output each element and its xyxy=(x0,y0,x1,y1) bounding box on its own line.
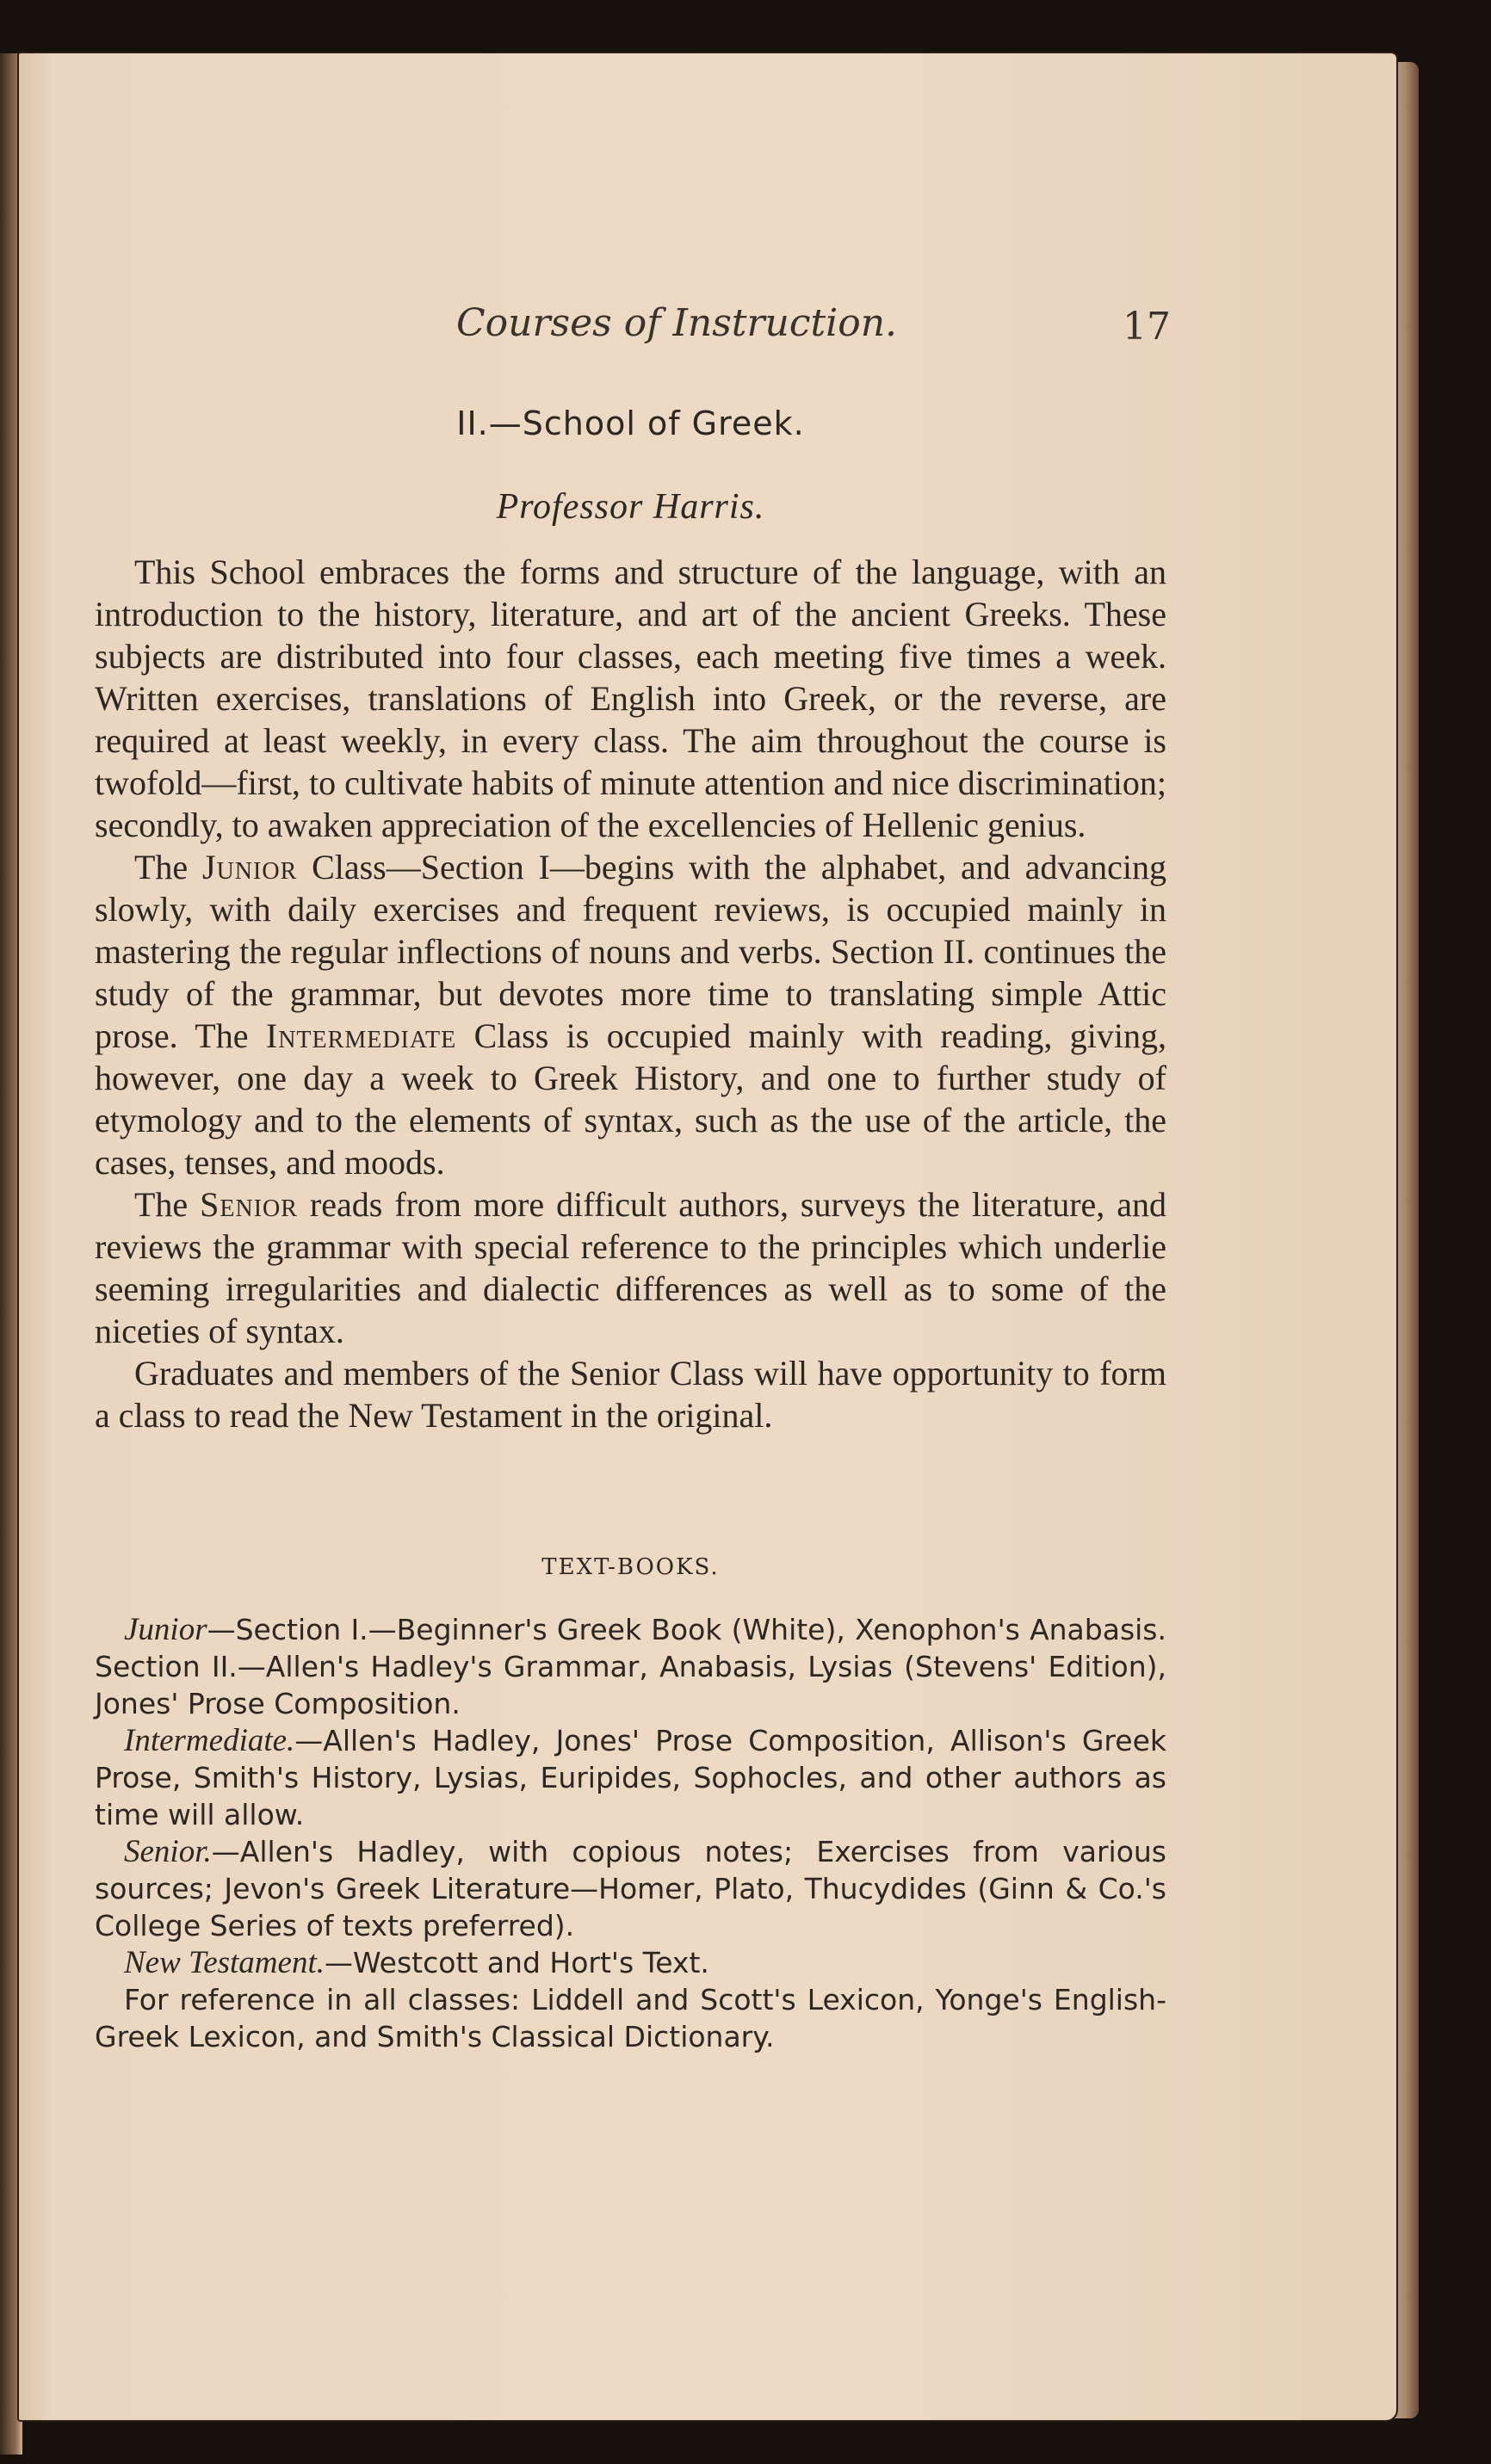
textbooks-intermediate-text: —Allen's Hadley, Jones' Prose Composition, Allison's Greek Prose, Smith's History, Lysias, Euripides, Sophocles, and other authors as time will allow. xyxy=(95,1724,1166,1831)
textbooks-senior-text: —Allen's Hadley, with copious notes; Exercises from various sources; Jevon's Greek Literature—Homer, Plato, Thucydides (Ginn & Co.'s College Series of texts preferred). xyxy=(95,1835,1166,1942)
textbooks-junior-label: Junior xyxy=(124,1612,207,1647)
paragraph-senior xyxy=(95,1183,1166,1352)
textbooks-junior xyxy=(95,1611,1166,1722)
paragraph-introduction: This School embraces the forms and structure of the language, with an introduction to the history, literature, and art of the ancient Greeks. These subjects are distributed into four classes, each meeting five times a week. Written exercises, translations of English into Greek, or the reverse, are required at least weekly, in every class. The aim throughout the course is twofold—first, to cultivate habits of minute attention and nice discrimination; secondly, to awaken appreciation of the excellencies of Hellenic genius. xyxy=(95,553,1166,844)
paragraph-graduates: Graduates and members of the Senior Class will have opportunity to form a class to read the New Testament in the original. xyxy=(95,1354,1166,1435)
textbooks-senior-label: Senior. xyxy=(124,1834,212,1869)
textbooks-junior-text: —Section I.—Beginner's Greek Book (White), Xenophon's Anabasis. Section II.—Allen's Hadley's Grammar, Anabasis, Lysias (Stevens' Edition), Jones' Prose Composition. xyxy=(95,1613,1166,1720)
page-number: 17 xyxy=(1123,305,1171,349)
text-run: The xyxy=(134,848,203,886)
body-text xyxy=(95,551,1166,1436)
running-head-title: Courses of Instruction. xyxy=(456,301,898,345)
textbooks-reference: For reference in all classes: Liddell and Scott's Lexicon, Yonge's English-Greek Lexicon, and Smith's Classical Dictionary. xyxy=(95,1983,1166,2053)
text-run: reads from more difficult authors, surveys the literature, and reviews the grammar with special reference to the principles which underlie seeming irregularities and dialectic differences as well as to some of the niceties of syntax. xyxy=(95,1185,1166,1350)
text-run: Class—Section I—begins with the alphabet, and advancing slowly, with daily exercises and frequent reviews, is occupied mainly in mastering the regular inflections of nouns and verbs. Section II. continues the study of the grammar, but devotes more time to translating simple Attic prose. The xyxy=(95,848,1167,1055)
textbooks-intermediate xyxy=(95,1722,1166,1833)
text-run: Class is occupied mainly with reading, giving, however, one day a week to Greek History, and one to further study of etymology and to the elements of syntax, such as the use of the article, the cases, tenses, and moods. xyxy=(95,1016,1167,1182)
class-name-junior: Junior xyxy=(202,848,298,886)
textbooks-intermediate-label: Intermediate. xyxy=(124,1723,295,1758)
section-title: II.—School of Greek. xyxy=(456,404,805,442)
textbooks-list xyxy=(95,1611,1166,2055)
text-run: The xyxy=(134,1185,201,1224)
paragraph-junior-intermediate xyxy=(95,846,1166,1183)
textbooks-senior xyxy=(95,1833,1166,1944)
textbooks-heading: TEXT-BOOKS. xyxy=(541,1554,720,1580)
textbooks-new-testament xyxy=(95,1944,1166,1981)
class-name-senior: Senior xyxy=(200,1185,298,1224)
class-name-intermediate: Intermediate xyxy=(265,1016,457,1055)
professor-name: Professor Harris. xyxy=(496,487,765,527)
textbooks-new-testament-text: —Westcott and Hort's Text. xyxy=(324,1946,709,1979)
textbooks-new-testament-label: New Testament. xyxy=(124,1945,325,1980)
running-head xyxy=(95,301,1171,353)
